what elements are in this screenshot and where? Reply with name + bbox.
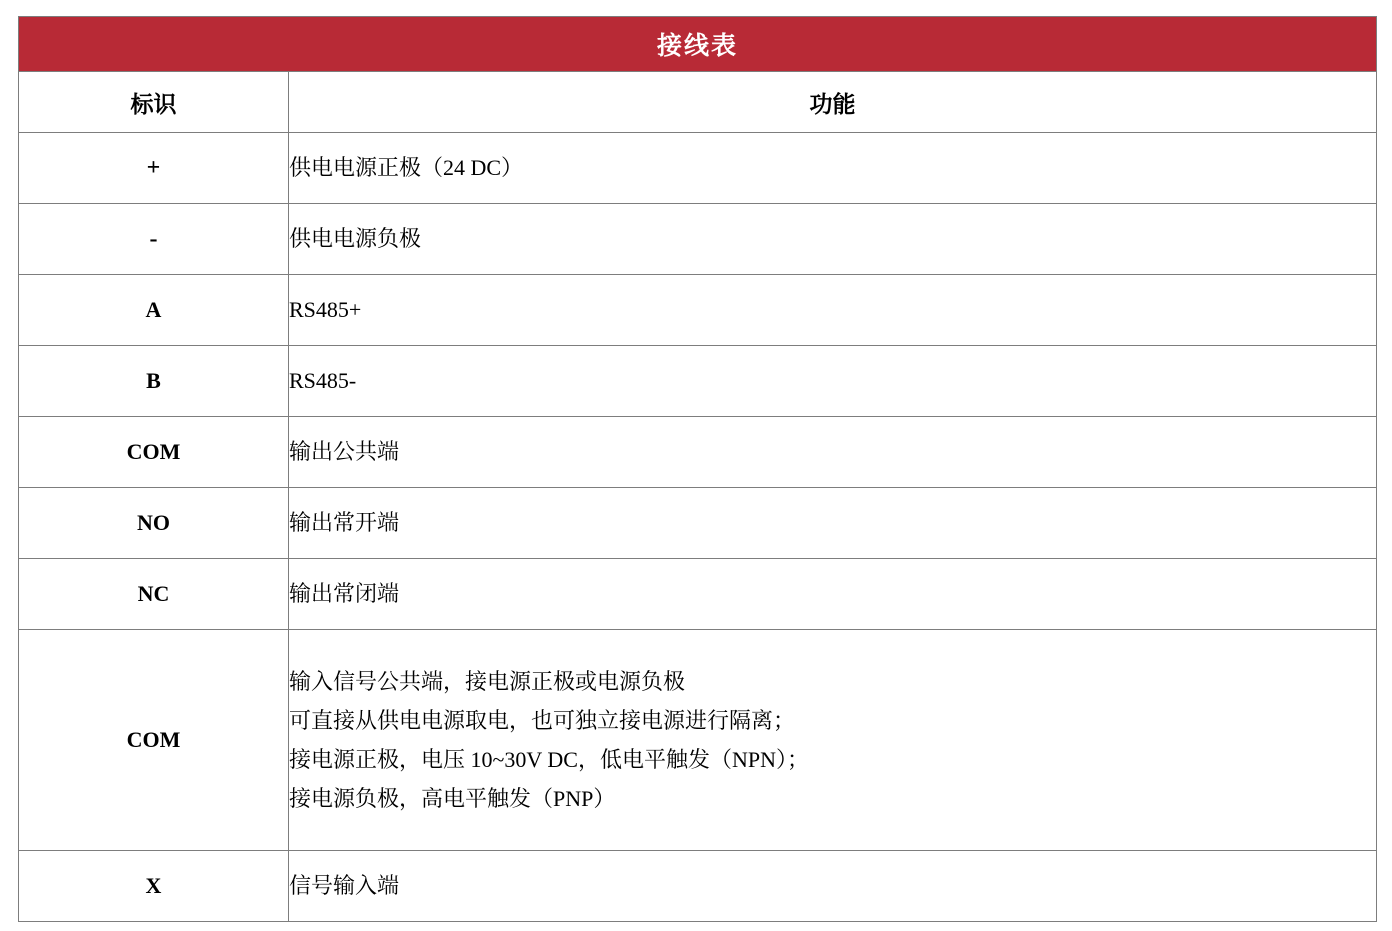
row-function-line: 接电源负极，高电平触发（PNP） (289, 786, 616, 812)
wiring-table-body (19, 17, 1377, 922)
column-header-function: 功能 (289, 72, 1377, 133)
table-title: 接线表 (19, 17, 1377, 72)
table-row (19, 488, 1377, 559)
row-function (289, 346, 1377, 417)
row-function-line: 接电源正极，电压 10~30V DC，低电平触发（NPN）； (289, 747, 809, 772)
row-function (289, 417, 1377, 488)
table-title-row (19, 17, 1377, 72)
row-identifier: A (19, 275, 289, 346)
row-identifier: B (19, 346, 289, 417)
row-function (289, 559, 1377, 630)
row-identifier: X (19, 851, 289, 922)
table-row (19, 275, 1377, 346)
row-identifier: COM (19, 417, 289, 488)
column-header-id: 标识 (19, 72, 289, 133)
table-row (19, 346, 1377, 417)
row-function (289, 851, 1377, 922)
row-function (289, 488, 1377, 559)
row-function-line: 可直接从供电电源取电，也可独立接电源进行隔离； (289, 707, 796, 733)
table-row (19, 851, 1377, 922)
row-function-line: RS485- (289, 368, 357, 394)
row-identifier: - (19, 204, 289, 275)
table-header-row (19, 72, 1377, 133)
table-row (19, 559, 1377, 630)
table-row (19, 630, 1377, 851)
row-function (289, 133, 1377, 204)
row-function-line: 信号输入端 (289, 873, 400, 899)
row-identifier: NO (19, 488, 289, 559)
row-function (289, 204, 1377, 275)
row-function-line: 输出常开端 (289, 510, 400, 536)
row-function (289, 630, 1377, 851)
row-identifier: NC (19, 559, 289, 630)
row-function-line: 输出公共端 (289, 439, 400, 465)
row-identifier: + (19, 133, 289, 204)
row-function-line: 供电电源负极 (289, 226, 422, 252)
row-function-line: 输入信号公共端，接电源正极或电源负极 (289, 668, 686, 694)
row-function-line: RS485+ (289, 297, 362, 323)
row-function-line: 供电电源正极（24 DC） (289, 155, 524, 181)
table-row (19, 133, 1377, 204)
wiring-table (18, 16, 1377, 922)
row-function-line: 输出常闭端 (289, 581, 400, 607)
row-function (289, 275, 1377, 346)
table-row (19, 204, 1377, 275)
row-identifier: COM (19, 630, 289, 851)
table-row (19, 417, 1377, 488)
